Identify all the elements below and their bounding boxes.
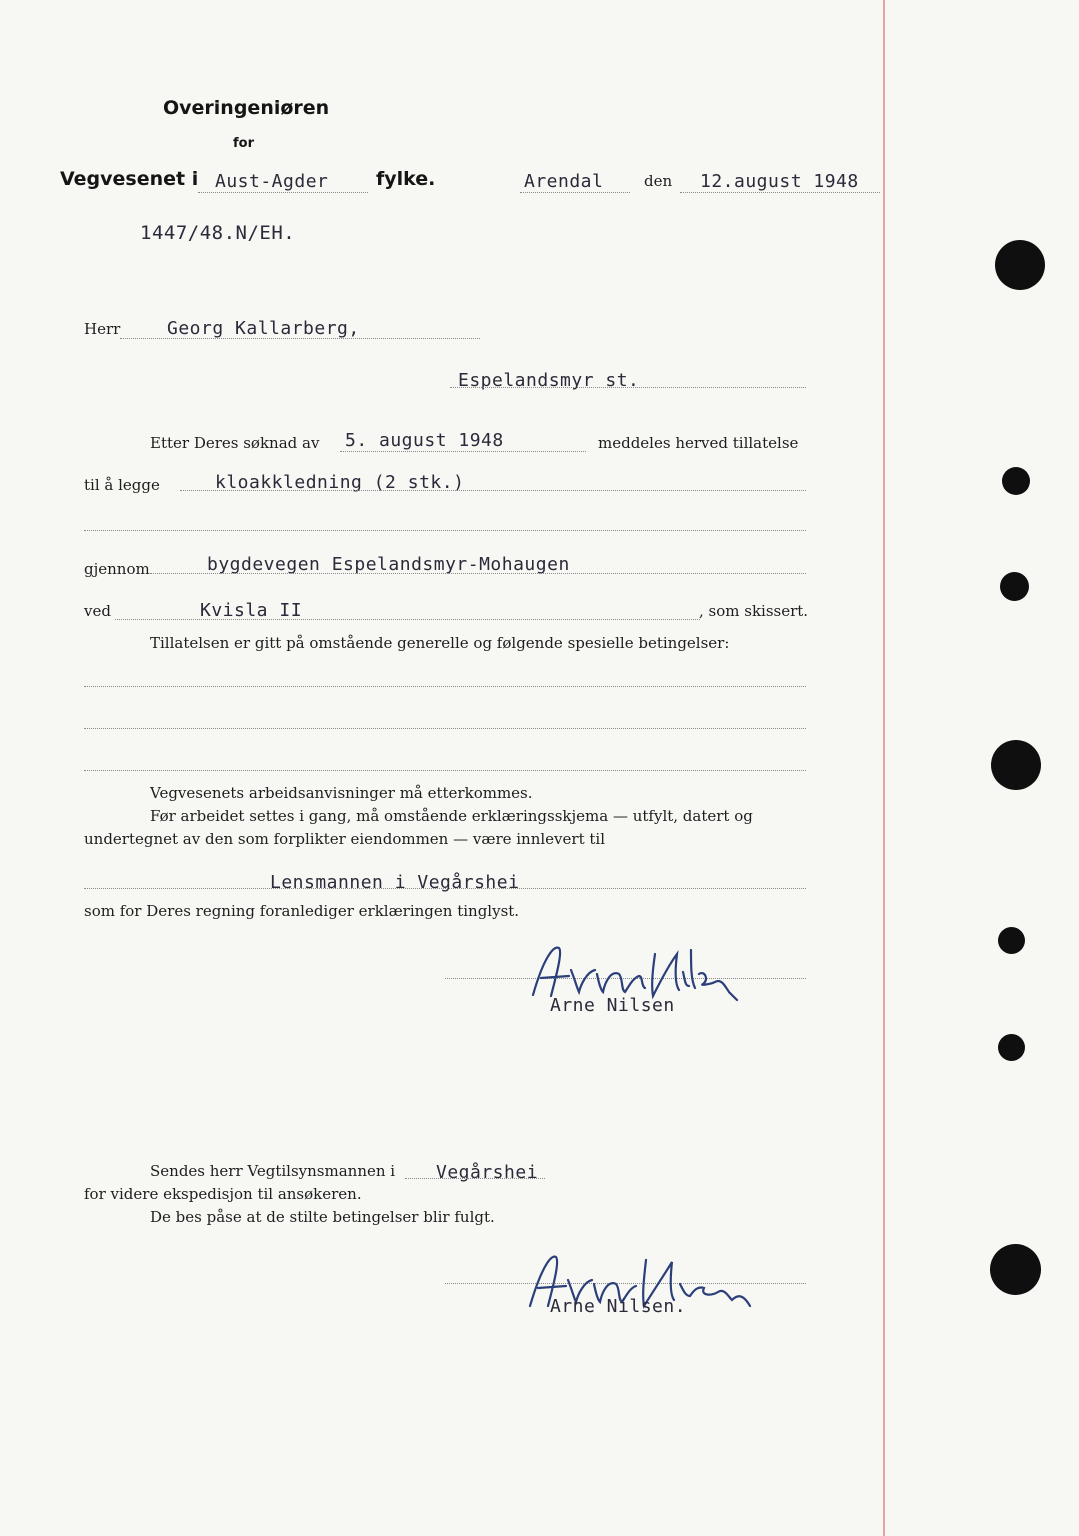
punch-hole [991, 740, 1041, 790]
address-dotted-line [450, 387, 806, 388]
location-value: Kvisla II [200, 600, 303, 621]
forwarding-line-1: Sendes herr Vegtilsynsmannen i [150, 1162, 396, 1180]
place-value: Arendal [524, 171, 604, 192]
conditions-intro: Tillatelsen er gitt på omstående generelle og følgende spesielle betingelser: [150, 634, 730, 652]
margin-line [883, 0, 885, 1536]
recipient-name: Georg Kallarberg, [167, 318, 360, 339]
conditions-line-2 [84, 728, 806, 729]
meddeles-label: meddeles herved tillatelse [598, 434, 799, 452]
til-label: til å legge [84, 476, 160, 494]
letter-date: 12.august 1948 [700, 171, 859, 192]
conditions-line-1 [84, 686, 806, 687]
forwarding-municipality: Vegårshei [436, 1162, 539, 1183]
reference-number: 1447/48.N/EH. [140, 222, 296, 244]
punch-hole [990, 1244, 1041, 1295]
county-dotted-line [198, 192, 368, 193]
gjennom-label: gjennom [84, 560, 150, 578]
deliver-to-value: Lensmannen i Vegårshei [270, 872, 520, 893]
road-dotted-line [150, 573, 806, 574]
conditions-line-3 [84, 770, 806, 771]
place-dotted-line [520, 192, 630, 193]
work-description: kloakkledning (2 stk.) [215, 472, 465, 493]
vegvesenet-label: Vegvesenet i [60, 168, 199, 190]
for-label: for [233, 136, 254, 151]
punch-hole [1000, 572, 1029, 601]
county-suffix: fylke. [376, 168, 436, 190]
instruction-line-3: undertegnet av den som forplikter eiendommen — være innlevert til [84, 830, 605, 848]
punch-hole [998, 927, 1025, 954]
municipality-dotted-line [405, 1178, 545, 1179]
herr-label: Herr [84, 320, 121, 338]
forwarding-line-2: for videre ekspedisjon til ansøkeren. [84, 1185, 362, 1203]
instruction-line-2: Før arbeidet settes i gang, må omstående erklæringsskjema — utfylt, datert og [150, 807, 753, 825]
work-dotted-line [180, 490, 806, 491]
county-value: Aust-Agder [215, 171, 329, 192]
punch-hole [1002, 467, 1030, 495]
signature-2-typed-name: Arne Nilsen. [550, 1296, 687, 1317]
deliver-to-dotted-line [84, 888, 806, 889]
ved-label: ved [84, 602, 111, 620]
etter-label: Etter Deres søknad av [150, 434, 320, 452]
blank-dotted-line [84, 530, 806, 531]
den-label: den [644, 172, 673, 190]
instruction-line-1: Vegvesenets arbeidsanvisninger må etterkommes. [150, 784, 533, 802]
location-dotted-line [115, 619, 700, 620]
application-date: 5. august 1948 [345, 430, 504, 451]
date-dotted-line [680, 192, 880, 193]
road-name: bygdevegen Espelandsmyr-Mohaugen [207, 554, 570, 575]
application-date-dotted-line [340, 451, 586, 452]
punch-hole [995, 240, 1045, 290]
recipient-address: Espelandsmyr st. [458, 370, 640, 391]
punch-hole [998, 1034, 1025, 1061]
skissert-label: , som skissert. [699, 602, 809, 620]
office-title: Overingeniøren [163, 97, 330, 119]
instruction-line-4: som for Deres regning foranlediger erklæringen tinglyst. [84, 902, 520, 920]
signature-1-typed-name: Arne Nilsen [550, 995, 675, 1016]
name-dotted-line [120, 338, 480, 339]
forwarding-line-3: De bes påse at de stilte betingelser blir fulgt. [150, 1208, 495, 1226]
